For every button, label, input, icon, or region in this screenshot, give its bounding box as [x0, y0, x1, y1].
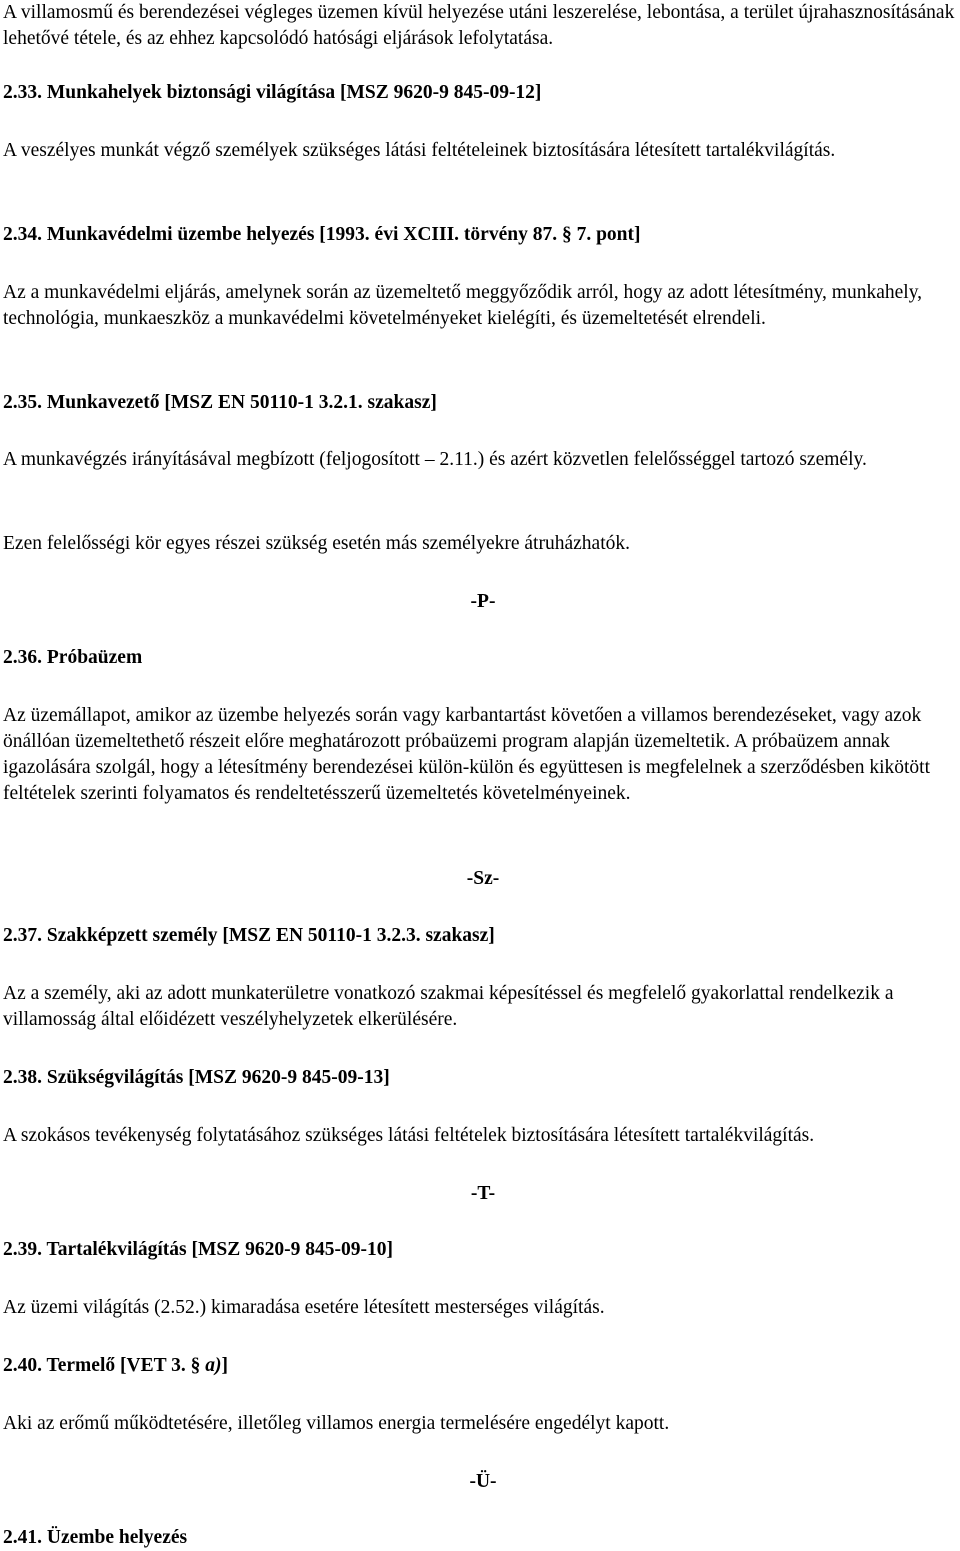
section-text-2-36: Az üzemállapot, amikor az üzembe helyezés során vagy karbantartást követően a villamos berendezéseket, vagy azok önállóan üzemeltethető részeit előre meghatározott próbaüzemi program alapján üzemeltetik. A próbaüzem annak igazolására szolgál, hogy a létesítmény berendezései külön-külön és együttesen is megfelelnek a szerződésben kikötött feltételek szerinti folyamatos és rendeltetésszerű üzemeltetés követelményeinek. — [3, 705, 931, 804]
section-text-2-37: Az a személy, aki az adott munkaterületre vonatkozó szakmai képesítéssel és megfelelő gyakorlattal rendelkezik a villamosság által előidézett veszélyhelyzetek elkerülésére. — [3, 983, 894, 1030]
letter-heading-p: -P- — [470, 591, 496, 612]
section-heading-2-35: 2.35. Munkavezető [MSZ EN 50110-1 3.2.1. szakasz] — [3, 392, 437, 413]
section-heading-2-34: 2.34. Munkavédelmi üzembe helyezés [1993. évi XCIII. törvény 87. § 7. pont] — [3, 224, 641, 245]
section-text-2-38: A szokásos tevékenység folytatásához szükséges látási feltételek biztosítására létesített tartalékvilágítás. — [3, 1125, 815, 1146]
section-heading-2-38: 2.38. Szükségvilágítás [MSZ 9620-9 845-09-13] — [3, 1067, 390, 1088]
section-heading-2-40-suffix: ] — [221, 1355, 228, 1376]
section-text-2-33: A veszélyes munkát végző személyek szükséges látási feltételeinek biztosítására létesített tartalékvilágítás. — [3, 140, 836, 161]
letter-heading-t: -T- — [470, 1183, 496, 1204]
intro-paragraph: A villamosmű és berendezései végleges üzemen kívül helyezése utáni leszerelése, lebontása, a terület újrahasznosításának lehetővé tétele, és az ehhez kapcsolódó hatósági eljárások lefolytatása. — [3, 2, 955, 49]
section-heading-2-41: 2.41. Üzembe helyezés — [3, 1527, 188, 1548]
section-text-2-35-b: Ezen felelősségi kör egyes részei szükség esetén más személyekre átruházhatók. — [3, 533, 630, 554]
section-heading-2-33: 2.33. Munkahelyek biztonsági világítása [MSZ 9620-9 845-09-12] — [3, 82, 542, 103]
section-text-2-34: Az a munkavédelmi eljárás, amelynek során az üzemeltető meggyőződik arról, hogy az adott létesítmény, munkahely, technológia, munkaeszköz a munkavédelmi követelményeket kielégíti, és üzemeltetését elrendeli. — [3, 282, 923, 329]
section-heading-2-36: 2.36. Próbaüzem — [3, 647, 143, 668]
section-heading-2-40-italic: a) — [205, 1355, 222, 1376]
letter-heading-u: -Ü- — [469, 1471, 497, 1492]
letter-heading-sz: -Sz- — [466, 868, 500, 889]
section-heading-2-40-prefix: 2.40. Termelő [VET 3. § — [3, 1355, 206, 1376]
section-text-2-40: Aki az erőmű működtetésére, illetőleg villamos energia termelésére engedélyt kapott. — [3, 1413, 670, 1434]
section-text-2-39: Az üzemi világítás (2.52.) kimaradása esetére létesített mesterséges világítás. — [3, 1297, 605, 1318]
section-heading-2-40 — [3, 1353, 957, 1379]
section-heading-2-37: 2.37. Szakképzett személy [MSZ EN 50110-1 3.2.3. szakasz] — [3, 925, 495, 946]
section-text-2-35-a: A munkavégzés irányításával megbízott (feljogosított – 2.11.) és azért közvetlen felelősséggel tartozó személy. — [3, 449, 867, 470]
section-heading-2-39: 2.39. Tartalékvilágítás [MSZ 9620-9 845-09-10] — [3, 1239, 393, 1260]
